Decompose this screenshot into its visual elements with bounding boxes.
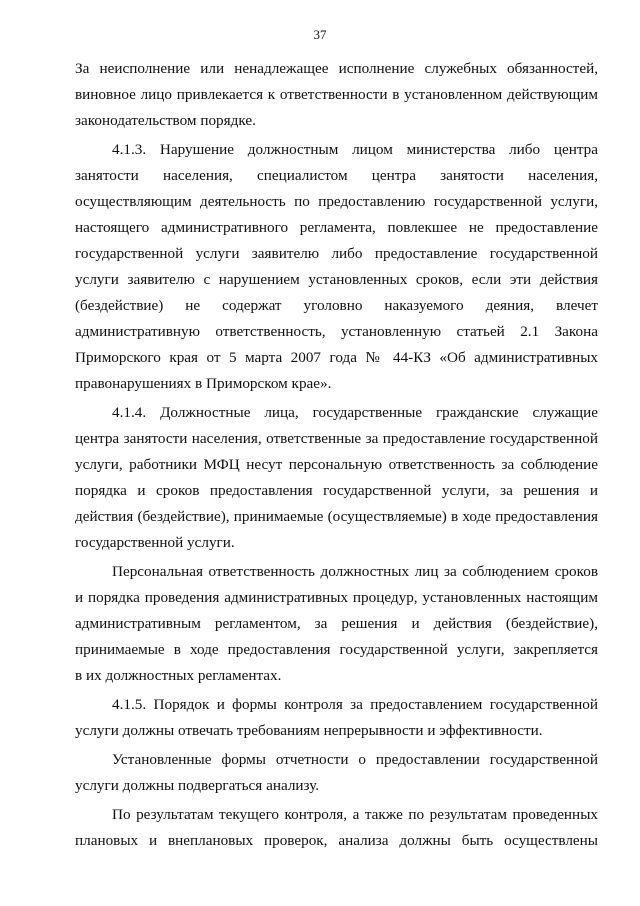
text-line: услуги заявителю с нарушением установленных сроков, если эти действия bbox=[75, 271, 598, 288]
text-line: центра занятости населения, ответственные за предоставление государственной bbox=[75, 430, 598, 447]
paragraph-liability-intro bbox=[75, 56, 598, 134]
text-line: принимаемые в ходе предоставления государственной услуги, закрепляется bbox=[75, 641, 598, 658]
text-line: и порядка проведения административных процедур, установленных настоящим bbox=[75, 589, 598, 606]
text-line: (бездействие) не содержат уголовно наказуемого деяния, влечет bbox=[75, 297, 598, 314]
paragraph-reporting-forms bbox=[75, 747, 598, 799]
page-number: 37 bbox=[313, 27, 327, 42]
text-line: По результатам текущего контроля, а также по результатам проведенных bbox=[112, 806, 598, 823]
text-line: государственной услуги. bbox=[75, 534, 235, 551]
text-line: административную ответственность, установленную статьей 2.1 Закона bbox=[75, 323, 598, 340]
text-line: занятости населения, специалистом центра занятости населения, bbox=[75, 167, 598, 184]
paragraph-4-1-5 bbox=[75, 692, 598, 744]
text-line: виновное лицо привлекается к ответственности в установленном действующим bbox=[75, 86, 598, 103]
text-line: законодательством порядке. bbox=[75, 112, 256, 129]
text-line: настоящего административного регламента, повлекшее не предоставление bbox=[75, 219, 598, 236]
text-line: 4.1.5. Порядок и формы контроля за предоставлением государственной bbox=[112, 696, 598, 713]
text-line: порядка и сроков предоставления государственной услуги, за решения и bbox=[75, 482, 598, 499]
text-line: услуги должны отвечать требованиям непрерывности и эффективности. bbox=[75, 722, 543, 739]
text-line: осуществляющим деятельность по предоставлению государственной услуги, bbox=[75, 193, 598, 210]
text-line: в их должностных регламентах. bbox=[75, 667, 282, 684]
text-line: За неисполнение или ненадлежащее исполнение служебных обязанностей, bbox=[75, 60, 598, 77]
text-line: 4.1.3. Нарушение должностным лицом министерства либо центра bbox=[112, 141, 598, 158]
text-line: плановых и внеплановых проверок, анализа должны быть осуществлены bbox=[75, 832, 598, 849]
text-line: 4.1.4. Должностные лица, государственные гражданские служащие bbox=[112, 404, 598, 421]
text-line: действия (бездействие), принимаемые (осуществляемые) в ходе предоставления bbox=[75, 508, 598, 525]
paragraph-personal-responsibility bbox=[75, 559, 598, 689]
paragraph-control-results bbox=[75, 802, 598, 854]
text-line: услуги должны подвергаться анализу. bbox=[75, 777, 320, 794]
text-line: Приморского края от 5 марта 2007 года № 44-КЗ «Об административных bbox=[75, 349, 598, 366]
paragraph-4-1-4 bbox=[75, 400, 598, 556]
text-line: правонарушениях в Приморском крае». bbox=[75, 375, 332, 392]
paragraph-4-1-3 bbox=[75, 137, 598, 397]
text-line: Установленные формы отчетности о предоставлении государственной bbox=[112, 751, 598, 768]
text-line: Персональная ответственность должностных лиц за соблюдением сроков bbox=[112, 563, 598, 580]
text-line: административным регламентом, за решения и действия (бездействие), bbox=[75, 615, 598, 632]
text-line: государственной услуги заявителю либо предоставление государственной bbox=[75, 245, 598, 262]
text-line: услуги, работники МФЦ несут персональную ответственность за соблюдение bbox=[75, 456, 598, 473]
document-body bbox=[75, 56, 598, 854]
